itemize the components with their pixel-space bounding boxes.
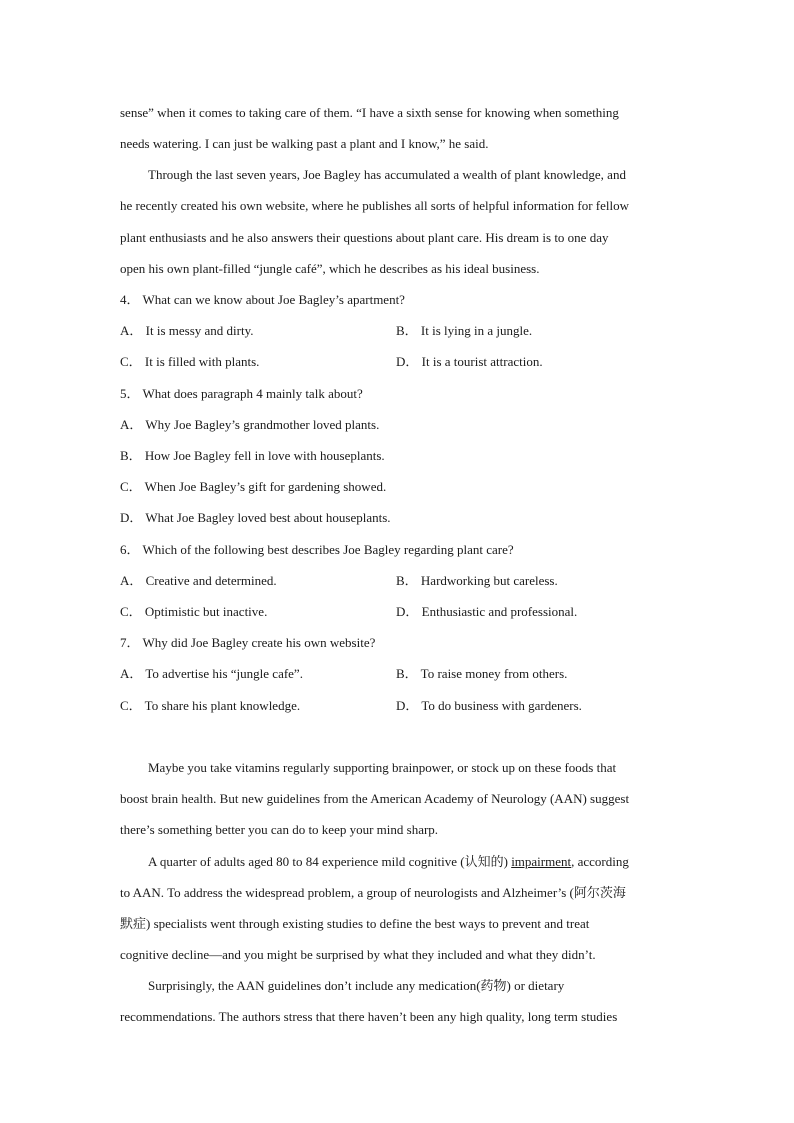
passage-line: Maybe you take vitamins regularly supporting brainpower, or stock up on these foods that xyxy=(148,760,617,775)
passage-line xyxy=(148,853,629,871)
question-7-option-b: B． To raise money from others. xyxy=(396,666,568,681)
passage-text: , according xyxy=(571,854,629,869)
question-7-option-d: D． To do business with gardeners. xyxy=(396,698,582,713)
question-7-option-a: A． To advertise his “jungle cafe”. xyxy=(120,666,303,681)
question-5-option-b: B． How Joe Bagley fell in love with houseplants. xyxy=(120,448,385,463)
question-5-option-c: C． When Joe Bagley’s gift for gardening showed. xyxy=(120,479,387,494)
passage-line: there’s something better you can do to keep your mind sharp. xyxy=(120,822,439,837)
question-5-option-d: D． What Joe Bagley loved best about houseplants. xyxy=(120,510,391,525)
question-7-option-c: C． To share his plant knowledge. xyxy=(120,698,301,713)
question-4-stem: 4． What can we know about Joe Bagley’s apartment? xyxy=(120,292,405,307)
question-4-option-c: C． It is filled with plants. xyxy=(120,354,260,369)
passage-line: he recently created his own website, where he publishes all sorts of helpful information for fellow xyxy=(120,198,630,213)
passage-line: Surprisingly, the AAN guidelines don’t include any medication(药物) or dietary xyxy=(148,978,565,993)
passage-line: recommendations. The authors stress that there haven’t been any high quality, long term studies xyxy=(120,1009,618,1024)
underlined-word: impairment xyxy=(511,854,572,869)
question-4-option-d: D． It is a tourist attraction. xyxy=(396,354,543,369)
question-5-stem: 5． What does paragraph 4 mainly talk about? xyxy=(120,386,363,401)
question-6-stem: 6． Which of the following best describes Joe Bagley regarding plant care? xyxy=(120,542,514,557)
question-6-option-d: D． Enthusiastic and professional. xyxy=(396,604,578,619)
passage-line: cognitive decline—and you might be surprised by what they included and what they didn’t. xyxy=(120,947,596,962)
question-4-option-a: A． It is messy and dirty. xyxy=(120,323,254,338)
passage-line: Through the last seven years, Joe Bagley has accumulated a wealth of plant knowledge, and xyxy=(148,167,626,182)
question-4-option-b: B． It is lying in a jungle. xyxy=(396,323,533,338)
passage-text: A quarter of adults aged 80 to 84 experience mild cognitive (认知的) xyxy=(148,854,512,869)
passage-line: needs watering. I can just be walking past a plant and I know,” he said. xyxy=(120,136,489,151)
question-7-stem: 7． Why did Joe Bagley create his own website? xyxy=(120,635,376,650)
question-6-option-a: A． Creative and determined. xyxy=(120,573,277,588)
passage-line: sense” when it comes to taking care of them. “I have a sixth sense for knowing when something xyxy=(120,105,619,120)
question-5-option-a: A． Why Joe Bagley’s grandmother loved plants. xyxy=(120,417,380,432)
passage-line: plant enthusiasts and he also answers their questions about plant care. His dream is to one day xyxy=(120,230,609,245)
passage-line: 默症) specialists went through existing studies to define the best ways to prevent and treat xyxy=(120,916,590,931)
passage-line: open his own plant-filled “jungle café”, which he describes as his ideal business. xyxy=(120,261,540,276)
passage-line: boost brain health. But new guidelines from the American Academy of Neurology (AAN) suggest xyxy=(120,791,630,806)
question-6-option-b: B． Hardworking but careless. xyxy=(396,573,558,588)
question-6-option-c: C． Optimistic but inactive. xyxy=(120,604,268,619)
passage-line: to AAN. To address the widespread problem, a group of neurologists and Alzheimer’s (阿尔茨海 xyxy=(120,885,626,900)
